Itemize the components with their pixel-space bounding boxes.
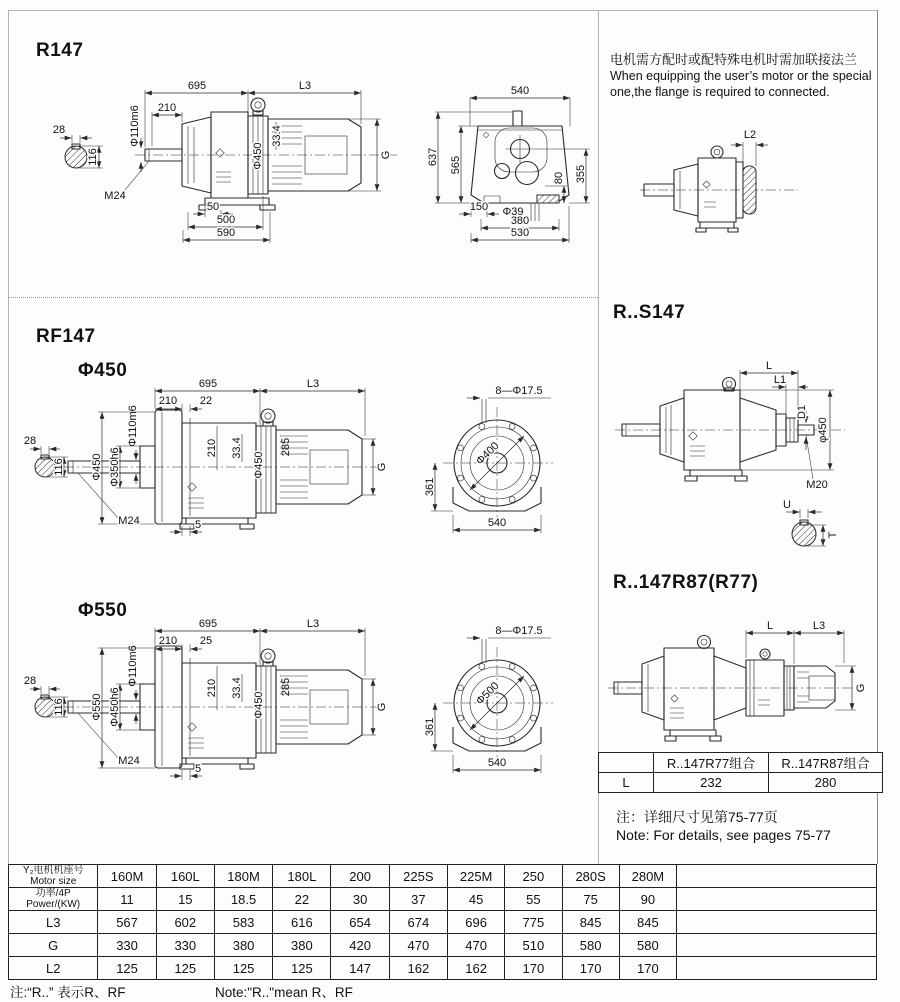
power-value: 55 <box>505 888 562 911</box>
motor-size-label: Y₂电机机座号 Motor size <box>9 865 98 888</box>
dim-phi450: φ450 <box>817 417 829 443</box>
dim-285: 285 <box>280 437 292 457</box>
dim-80: 80 <box>553 171 565 185</box>
dim-28: 28 <box>23 435 37 447</box>
dim-500: 500 <box>216 214 236 226</box>
dim-L3: L3 <box>306 618 320 630</box>
r147r87-drawing <box>606 600 891 750</box>
dim-m24: M24 <box>104 190 126 202</box>
dim-phiflange: Φ350h6 <box>109 447 121 487</box>
dim-phiouter: Φ450 <box>91 453 103 481</box>
dim-540: 540 <box>487 517 507 529</box>
dim-5: 5 <box>194 763 202 775</box>
title-rf147: RF147 <box>36 326 96 347</box>
l3-value: 616 <box>273 911 331 934</box>
title-rs147: R..S147 <box>613 302 686 323</box>
details-note-cn: 注：详细尺寸见第75-77页 <box>616 809 778 825</box>
dim-phi39: Φ39 <box>502 206 524 218</box>
g-value: 580 <box>619 934 676 957</box>
col-250: 250 <box>505 865 562 888</box>
dim-L3: L3 <box>812 620 826 632</box>
flange-note-en2: one,the flange is required to connected. <box>610 85 830 99</box>
rs147-drawing <box>610 326 890 564</box>
dim-G: G <box>380 150 392 160</box>
col-160M: 160M <box>98 865 156 888</box>
l3-value: 845 <box>619 911 676 934</box>
l3-value: 583 <box>214 911 272 934</box>
l2-value: 170 <box>505 957 562 980</box>
dim-695: 695 <box>187 80 207 92</box>
combo-val1: 232 <box>654 773 769 793</box>
col-180M: 180M <box>214 865 272 888</box>
l2-value: 125 <box>98 957 156 980</box>
dim-210: 210 <box>158 635 178 647</box>
combo-corner-cell <box>599 753 654 773</box>
dim-285: 285 <box>280 677 292 697</box>
flange-note-cn: 电机需方配时或配特殊电机时需加联接法兰 <box>610 52 858 67</box>
footer-note-cn: 注:“R..” 表示R、RF <box>10 985 126 1000</box>
dim-355: 355 <box>575 164 587 184</box>
dim-phi450m: Φ450 <box>253 691 265 719</box>
empty-cell <box>677 865 877 888</box>
l3-value: 674 <box>389 911 447 934</box>
dim-T: T <box>827 531 839 539</box>
col-225S: 225S <box>389 865 447 888</box>
power-value: 30 <box>331 888 389 911</box>
dim-phiouter: Φ550 <box>91 693 103 721</box>
l3-value: 845 <box>562 911 619 934</box>
dim-565: 565 <box>450 155 462 175</box>
l3-value: 602 <box>156 911 214 934</box>
l2-value: 125 <box>156 957 214 980</box>
dim-116: 116 <box>87 148 99 166</box>
g-value: 380 <box>273 934 331 957</box>
combo-col1-header: R..147R77组合 <box>654 753 769 773</box>
dim-holes: 8—Φ17.5 <box>495 385 543 397</box>
l3-value: 654 <box>331 911 389 934</box>
l2-label: L2 <box>9 957 98 980</box>
l3-value: 696 <box>448 911 505 934</box>
dim-530: 530 <box>510 227 530 239</box>
footer-note-en: Note:"R.."mean R、RF <box>215 985 353 1000</box>
g-value: 470 <box>389 934 447 957</box>
details-note <box>616 808 831 844</box>
dim-L2: L2 <box>743 129 757 141</box>
dim-695: 695 <box>198 618 218 630</box>
combo-table <box>598 752 883 793</box>
dim-361: 361 <box>424 717 436 737</box>
dim-50: 50 <box>206 201 220 213</box>
l2-value: 125 <box>273 957 331 980</box>
dim-G: G <box>855 683 867 693</box>
dim-540: 540 <box>487 757 507 769</box>
rf147-550-flange-drawing <box>423 621 555 786</box>
empty-cell <box>677 934 877 957</box>
col-180L: 180L <box>273 865 331 888</box>
dim-150: 150 <box>469 201 489 213</box>
dim-thk: 22 <box>199 395 213 407</box>
dim-phiflange: Φ450h6 <box>109 687 121 727</box>
frame-left <box>8 10 9 864</box>
r147-front-drawing <box>425 78 605 268</box>
combo-val2: 280 <box>769 773 883 793</box>
g-value: 420 <box>331 934 389 957</box>
rf147-450-side-drawing <box>18 378 403 550</box>
combo-col2-header: R..147R87组合 <box>769 753 883 773</box>
g-value: 330 <box>98 934 156 957</box>
dim-phi110m6: Φ110m6 <box>127 645 139 687</box>
dim-m24: M24 <box>118 755 140 767</box>
label-phi550-variant: Φ550 <box>78 600 128 621</box>
title-r147: R147 <box>36 40 84 61</box>
label-phi450-variant: Φ450 <box>78 360 128 381</box>
dim-holes: 8—Φ17.5 <box>495 625 543 637</box>
l3-value: 775 <box>505 911 562 934</box>
flange-note-en1: When equipping the user’s motor or the special <box>610 69 872 83</box>
dim-L1: L1 <box>773 374 787 386</box>
dim-28: 28 <box>52 124 66 136</box>
power-value: 18.5 <box>214 888 272 911</box>
dim-L: L <box>766 620 774 632</box>
l2-value: 147 <box>331 957 389 980</box>
col-280S: 280S <box>562 865 619 888</box>
dim-phi110m6: Φ110m6 <box>129 105 141 147</box>
dim-phi450m: Φ450 <box>253 451 265 479</box>
dim-G: G <box>376 462 388 472</box>
dim-361: 361 <box>424 477 436 497</box>
dim-5: 5 <box>194 519 202 531</box>
dim-33-4: 33.4 <box>231 677 243 699</box>
l3-value: 567 <box>98 911 156 934</box>
col-280M: 280M <box>619 865 676 888</box>
power-value: 90 <box>619 888 676 911</box>
dim-210: 210 <box>157 102 177 114</box>
g-value: 580 <box>562 934 619 957</box>
g-row <box>9 934 877 957</box>
l2-value: 162 <box>448 957 505 980</box>
power-value: 22 <box>273 888 331 911</box>
power-value: 37 <box>389 888 447 911</box>
l2-value: 162 <box>389 957 447 980</box>
rf147-550-side-drawing <box>18 618 403 790</box>
l2-value: 170 <box>619 957 676 980</box>
power-value: 75 <box>562 888 619 911</box>
l2-row <box>9 957 877 980</box>
dim-bcd: Φ500 <box>473 679 502 708</box>
empty-cell <box>677 911 877 934</box>
l3-label: L3 <box>9 911 98 934</box>
motor-size-row <box>9 865 877 888</box>
dim-thk: 25 <box>199 635 213 647</box>
dim-28: 28 <box>23 675 37 687</box>
dim-phi110m6: Φ110m6 <box>127 405 139 447</box>
dim-m24: M24 <box>118 515 140 527</box>
dim-695: 695 <box>198 378 218 390</box>
dim-L3: L3 <box>306 378 320 390</box>
dim-L3: L3 <box>298 80 312 92</box>
g-value: 330 <box>156 934 214 957</box>
power-label: 功率/4P Power/(KW) <box>9 888 98 911</box>
dim-380: 380 <box>510 215 530 227</box>
dim-637: 637 <box>427 147 439 167</box>
dim-540: 540 <box>510 85 530 97</box>
g-value: 470 <box>448 934 505 957</box>
flange-note <box>610 52 878 100</box>
dim-bcd: Φ400 <box>473 439 502 468</box>
col-160L: 160L <box>156 865 214 888</box>
dim-33-4: 33.4 <box>231 437 243 459</box>
dim-590: 590 <box>216 227 236 239</box>
power-value: 11 <box>98 888 156 911</box>
l3-row <box>9 911 877 934</box>
main-dimension-table <box>8 864 877 980</box>
dim-U: U <box>783 499 791 511</box>
dim-phi450: Φ450 <box>252 142 264 170</box>
g-value: 510 <box>505 934 562 957</box>
l2-view-drawing <box>638 122 808 257</box>
power-row <box>9 888 877 911</box>
col-200: 200 <box>331 865 389 888</box>
details-note-en: Note: For details, see pages 75-77 <box>616 827 831 843</box>
empty-cell <box>677 888 877 911</box>
dim-G: G <box>376 702 388 712</box>
dim-33-4: 33.4 <box>271 125 283 147</box>
dim-L: L <box>765 360 773 372</box>
combo-row-label: L <box>599 773 654 793</box>
dim-m20: M20 <box>806 479 828 491</box>
power-value: 15 <box>156 888 214 911</box>
dim-116: 116 <box>53 698 65 716</box>
g-value: 380 <box>214 934 272 957</box>
empty-cell <box>677 957 877 980</box>
rf147-450-flange-drawing <box>423 381 555 546</box>
r147-side-drawing <box>45 62 405 262</box>
l2-value: 125 <box>214 957 272 980</box>
g-label: G <box>9 934 98 957</box>
dim-116: 116 <box>53 458 65 476</box>
dim-210v: 210 <box>206 678 218 698</box>
dim-210: 210 <box>158 395 178 407</box>
dim-210v: 210 <box>206 438 218 458</box>
dim-D1: D1 <box>796 404 808 420</box>
power-value: 45 <box>448 888 505 911</box>
l2-value: 170 <box>562 957 619 980</box>
frame-divider-dotted <box>8 297 598 298</box>
frame-top <box>8 10 878 11</box>
title-r147r87: R..147R87(R77) <box>613 572 759 593</box>
col-225M: 225M <box>448 865 505 888</box>
